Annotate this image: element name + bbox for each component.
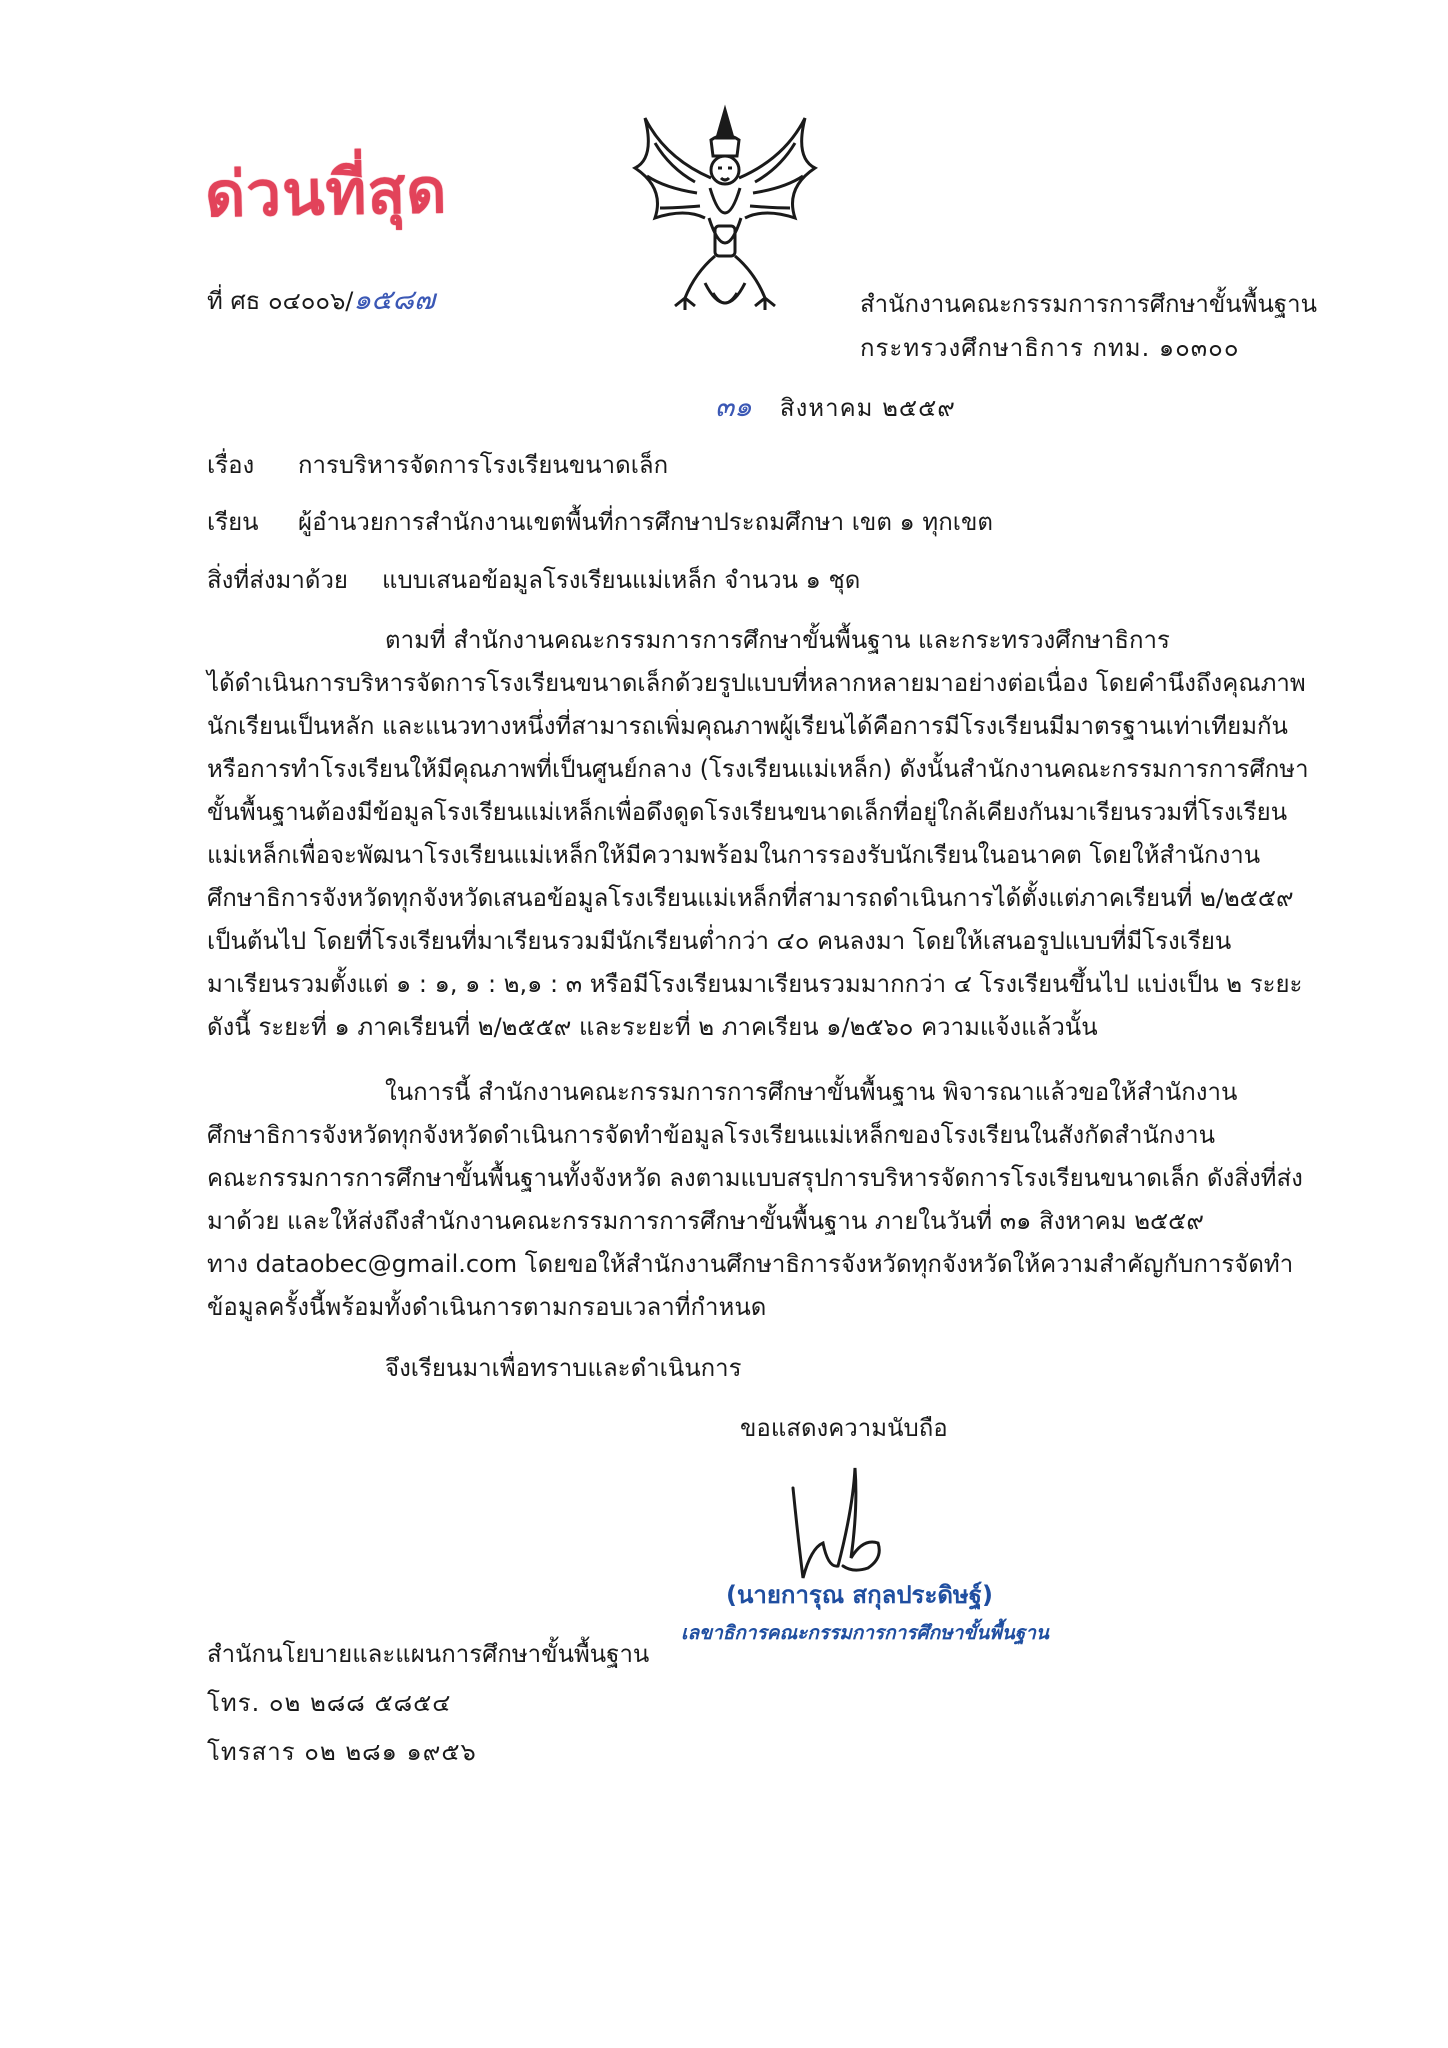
paragraph1-line: ได้ดำเนินการบริหารจัดการโรงเรียนขนาดเล็กด้วยรูปแบบที่หลากหลายมาอย่างต่อเนื่อง โดยคำนึงถึงคุณภาพ bbox=[207, 669, 1306, 697]
date-day-handwritten: ๓๑ bbox=[715, 390, 752, 423]
office-name: สำนักงานคณะกรรมการการศึกษาขั้นพื้นฐาน bbox=[860, 290, 1318, 318]
paragraph2-line: ทาง dataobec@gmail.com โดยขอให้สำนักงานศึกษาธิการจังหวัดทุกจังหวัดให้ความสำคัญกับการจัดทำ bbox=[207, 1250, 1294, 1278]
garuda-emblem-icon bbox=[625, 98, 825, 323]
paragraph1-line: ตามที่ สำนักงานคณะกรรมการการศึกษาขั้นพื้นฐาน และกระทรวงศึกษาธิการ bbox=[385, 626, 1170, 654]
recipient-value: ผู้อำนวยการสำนักงานเขตพื้นที่การศึกษาประถมศึกษา เขต ๑ ทุกเขต bbox=[298, 508, 993, 536]
office-address: กระทรวงศึกษาธิการ กทม. ๑๐๓๐๐ bbox=[860, 334, 1240, 362]
reference-handwritten-number: ๑๕๘๗ bbox=[353, 283, 436, 316]
signer-title: เลขาธิการคณะกรรมการการศึกษาขั้นพื้นฐาน bbox=[681, 1622, 1049, 1644]
reference-number bbox=[207, 280, 435, 321]
closing-request: จึงเรียนมาเพื่อทราบและดำเนินการ bbox=[385, 1354, 742, 1382]
signer-name: (นายการุณ สกุลประดิษฐ์) bbox=[726, 1581, 993, 1609]
paragraph1-line: เป็นต้นไป โดยที่โรงเรียนที่มาเรียนรวมมีนักเรียนต่ำกว่า ๔๐ คนลงมา โดยให้เสนอรูปแบบที่มีโรงเรียน bbox=[207, 927, 1232, 955]
enclosure-value: แบบเสนอข้อมูลโรงเรียนแม่เหล็ก จำนวน ๑ ชุด bbox=[382, 566, 861, 594]
footer-telephone: โทร. ๐๒ ๒๘๘ ๕๘๕๔ bbox=[207, 1689, 452, 1717]
subject-value: การบริหารจัดการโรงเรียนขนาดเล็ก bbox=[298, 451, 669, 479]
closing-salutation: ขอแสดงความนับถือ bbox=[740, 1414, 948, 1442]
urgent-stamp: ด่วนที่สุด bbox=[204, 153, 449, 232]
date-month-year: สิงหาคม ๒๕๕๙ bbox=[779, 394, 956, 422]
paragraph2-line: ศึกษาธิการจังหวัดทุกจังหวัดดำเนินการจัดทำข้อมูลโรงเรียนแม่เหล็กของโรงเรียนในสังกัดสำนักงาน bbox=[207, 1121, 1216, 1149]
footer-office: สำนักนโยบายและแผนการศึกษาขั้นพื้นฐาน bbox=[207, 1640, 650, 1668]
paragraph1-line: ดังนี้ ระยะที่ ๑ ภาคเรียนที่ ๒/๒๕๕๙ และระยะที่ ๒ ภาคเรียน ๑/๒๕๖๐ ความแจ้งแล้วนั้น bbox=[207, 1013, 1098, 1041]
paragraph2-line: คณะกรรมการการศึกษาขั้นพื้นฐานทั้งจังหวัด ลงตามแบบสรุปการบริหารจัดการโรงเรียนขนาดเล็ก ดังสิ่งที่ส่ง bbox=[207, 1164, 1303, 1192]
letter-date bbox=[715, 387, 956, 428]
paragraph1-line: ขั้นพื้นฐานต้องมีข้อมูลโรงเรียนแม่เหล็กเพื่อดึงดูดโรงเรียนขนาดเล็กที่อยู่ใกล้เคียงกันมาเรียนรวมที่โรงเรียน bbox=[207, 798, 1288, 826]
reference-label: ที่ ศธ ๐๔๐๐๖/ bbox=[207, 287, 354, 315]
paragraph2-line: ข้อมูลครั้งนี้พร้อมทั้งดำเนินการตามกรอบเวลาที่กำหนด bbox=[207, 1293, 767, 1321]
paragraph1-line: ศึกษาธิการจังหวัดทุกจังหวัดเสนอข้อมูลโรงเรียนแม่เหล็กที่สามารถดำเนินการได้ตั้งแต่ภาคเรียนที่ ๒/๒๕๕๙ bbox=[207, 884, 1294, 912]
paragraph1-line: นักเรียนเป็นหลัก และแนวทางหนึ่งที่สามารถเพิ่มคุณภาพผู้เรียนได้คือการมีโรงเรียนมีมาตรฐานเท่าเทียมกัน bbox=[207, 712, 1288, 740]
footer-fax: โทรสาร ๐๒ ๒๘๑ ๑๙๕๖ bbox=[207, 1738, 477, 1766]
subject-label: เรื่อง bbox=[207, 451, 255, 479]
paragraph1-line: หรือการทำโรงเรียนให้มีคุณภาพที่เป็นศูนย์กลาง (โรงเรียนแม่เหล็ก) ดังนั้นสำนักงานคณะกรรมการการศึกษา bbox=[207, 755, 1309, 783]
enclosure-label: สิ่งที่ส่งมาด้วย bbox=[207, 566, 348, 594]
paragraph2-line: ในการนี้ สำนักงานคณะกรรมการการศึกษาขั้นพื้นฐาน พิจารณาแล้วขอให้สำนักงาน bbox=[385, 1078, 1238, 1106]
recipient-label: เรียน bbox=[207, 508, 259, 536]
paragraph1-line: แม่เหล็กเพื่อจะพัฒนาโรงเรียนแม่เหล็กให้มีความพร้อมในการรองรับนักเรียนในอนาคต โดยให้สำนักงาน bbox=[207, 841, 1261, 869]
paragraph2-line: มาด้วย และให้ส่งถึงสำนักงานคณะกรรมการการศึกษาขั้นพื้นฐาน ภายในวันที่ ๓๑ สิงหาคม ๒๕๕๙ bbox=[207, 1207, 1204, 1235]
paragraph1-line: มาเรียนรวมตั้งแต่ ๑ : ๑, ๑ : ๒,๑ : ๓ หรือมีโรงเรียนมาเรียนรวมมากกว่า ๔ โรงเรียนขึ้นไป แบ่งเป็น ๒ ระยะ bbox=[207, 970, 1303, 998]
